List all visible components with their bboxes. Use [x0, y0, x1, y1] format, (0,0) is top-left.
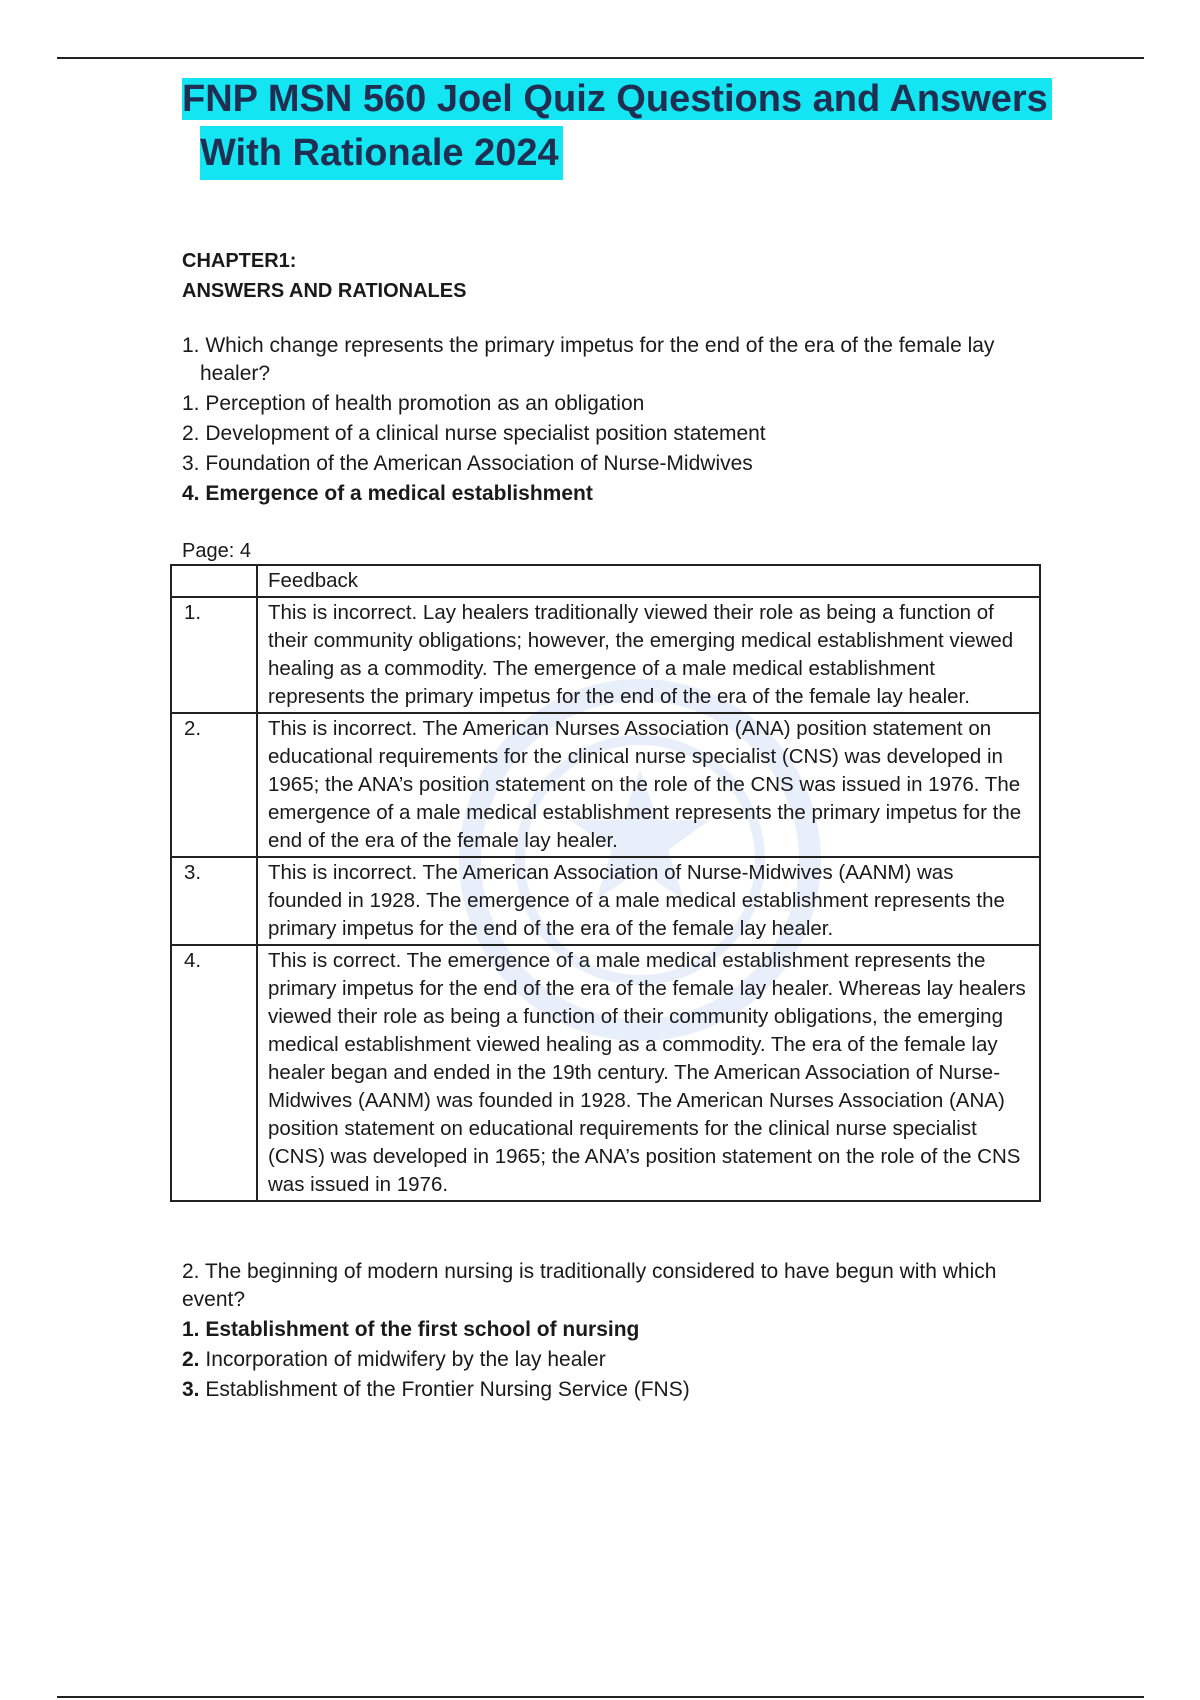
- top-rule: [57, 57, 1144, 59]
- question-2: [182, 1258, 1062, 1404]
- option-text: Establishment of the Frontier Nursing Service (FNS): [205, 1378, 690, 1401]
- question-2-option-3: [182, 1376, 1062, 1404]
- question-1-option-3: 3. Foundation of the American Association of Nurse-Midwives: [182, 452, 753, 475]
- chapter-heading: [182, 246, 1062, 306]
- bottom-rule: [57, 1696, 1144, 1698]
- feedback-row-text: This is correct. The emergence of a male medical establishment represents the primary impetus for the end of the era of the female lay healer. Whereas lay healers viewed their role as being a function of their community obligations, the emerging medical establishment viewed healing as a commodity. The era of the female lay healer began and ended in the 19th century. The American Association of Nurse-Midwives (AANM) was founded in 1928. The American Nurses Association (ANA) position statement on educational requirements for the clinical nurse specialist (CNS) was developed in 1965; the ANA’s position statement on the role of the CNS was issued in 1976.: [257, 945, 1040, 1201]
- question-2-option-1-correct: [182, 1316, 1062, 1344]
- feedback-header-row: [171, 565, 1040, 597]
- question-1-option-4-correct: 4. Emergence of a medical establishment: [182, 482, 593, 505]
- feedback-row-2: [171, 713, 1040, 857]
- feedback-header-blank: [171, 565, 257, 597]
- document-body: [182, 72, 1062, 1404]
- document-title: [182, 72, 1062, 180]
- question-1-option-1: 1. Perception of health promotion as an obligation: [182, 392, 645, 415]
- option-number: 2.: [182, 1348, 200, 1371]
- option-text: Establishment of the first school of nursing: [205, 1318, 640, 1341]
- option-number: 3.: [182, 1378, 200, 1401]
- option-text: Incorporation of midwifery by the lay healer: [205, 1348, 606, 1371]
- feedback-row-4: [171, 945, 1040, 1201]
- title-line-2: With Rationale 2024: [200, 126, 563, 180]
- question-1-stem: 1. Which change represents the primary impetus for the end of the era of the female lay healer?: [182, 334, 995, 385]
- question-1-option-2: 2. Development of a clinical nurse specialist position statement: [182, 422, 766, 445]
- feedback-table: [170, 564, 1041, 1202]
- feedback-header: Feedback: [257, 565, 1040, 597]
- feedback-row-3: [171, 857, 1040, 945]
- page-reference: Page: 4: [182, 540, 251, 562]
- feedback-row-number: 4.: [171, 945, 257, 1201]
- feedback-row-text: This is incorrect. Lay healers traditionally viewed their role as being a function of their community obligations; however, the emerging medical establishment viewed healing as a commodity. The emergence of a male medical establishment represents the primary impetus for the end of the era of the female lay healer.: [257, 597, 1040, 713]
- question-2-stem: 2. The beginning of modern nursing is traditionally considered to have begun with which event?: [182, 1260, 997, 1311]
- feedback-row-number: 2.: [171, 713, 257, 857]
- section-label: ANSWERS AND RATIONALES: [182, 280, 467, 302]
- feedback-row-text: This is incorrect. The American Association of Nurse-Midwives (AANM) was founded in 1928. The emergence of a male medical establishment represents the primary impetus for the end of the era of the female lay healer.: [257, 857, 1040, 945]
- question-1: [182, 332, 1062, 508]
- option-number: 1.: [182, 1318, 200, 1341]
- feedback-row-number: 3.: [171, 857, 257, 945]
- question-2-option-2: [182, 1346, 1062, 1374]
- title-line-1: FNP MSN 560 Joel Quiz Questions and Answers: [182, 78, 1052, 120]
- feedback-row-1: [171, 597, 1040, 713]
- feedback-row-text: This is incorrect. The American Nurses Association (ANA) position statement on educational requirements for the clinical nurse specialist (CNS) was developed in 1965; the ANA’s position statement on the role of the CNS was issued in 1976. The emergence of a male medical establishment represents the primary impetus for the end of the era of the female lay healer.: [257, 713, 1040, 857]
- chapter-label: CHAPTER1:: [182, 250, 297, 272]
- feedback-row-number: 1.: [171, 597, 257, 713]
